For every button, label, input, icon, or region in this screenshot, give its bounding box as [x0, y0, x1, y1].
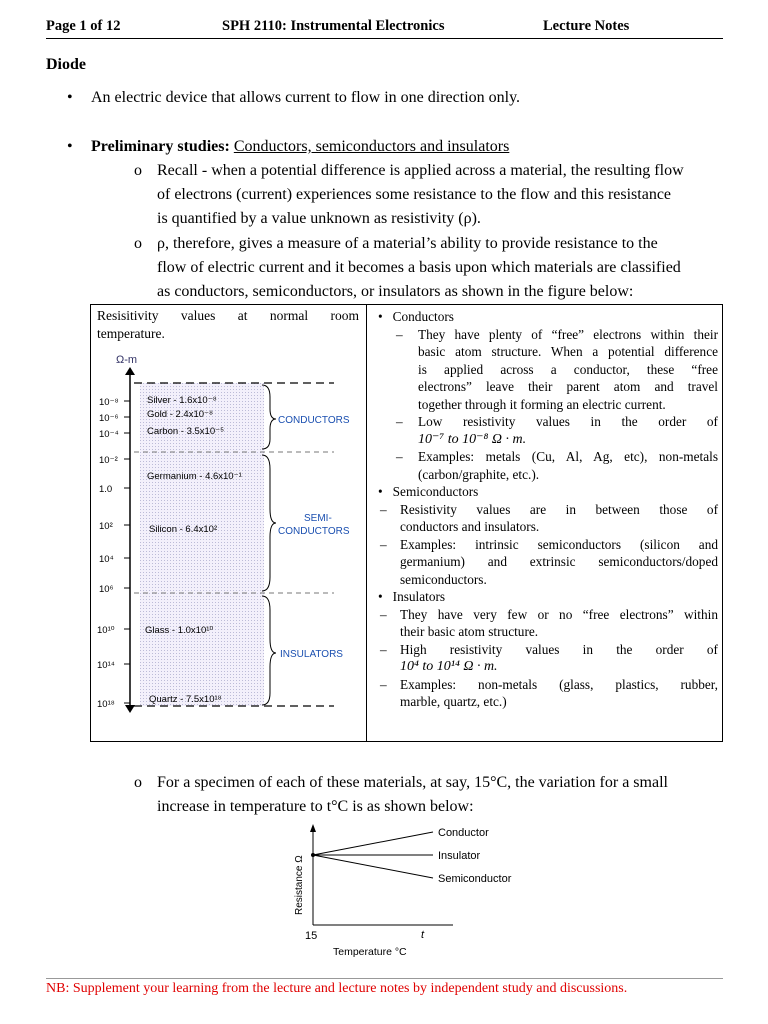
- axis-tick: 10⁻⁴: [99, 429, 119, 440]
- axis-tick: 10¹⁴: [97, 660, 115, 671]
- sub2-line2: flow of electric current and it becomes a basis upon which materials are classified: [157, 259, 681, 276]
- figure-caption-line2: temperature.: [97, 326, 165, 341]
- dash-icon: –: [380, 501, 387, 517]
- series-label-semiconductor: Semiconductor: [438, 873, 512, 885]
- bullet-icon: •: [67, 138, 73, 155]
- axis-arrow-down: [125, 705, 135, 713]
- semiconductors-group-label: CONDUCTORS: [278, 526, 350, 537]
- conductor-point-1-line: electrons” leave their parent atom and travel: [418, 379, 718, 394]
- material-label: Carbon - 3.5x10⁻⁵: [147, 426, 225, 437]
- series-line-conductor: [313, 832, 433, 855]
- footer-note: NB: Supplement your learning from the lecture and lecture notes by independent study and discussions.: [46, 978, 723, 997]
- conductor-point-1-line: They have plenty of “free” electrons within their: [418, 326, 718, 342]
- x-tick-label: 15: [305, 930, 318, 942]
- prelim-label: Preliminary studies:: [91, 138, 230, 155]
- unit-label: Ω-m: [116, 354, 138, 366]
- semiconductors-group-label: SEMI-: [304, 513, 332, 524]
- insulator-resistivity-range: 10⁴ to 10¹⁴ Ω · m.: [400, 659, 498, 674]
- series-line-semiconductor: [313, 855, 433, 878]
- bullet-icon: •: [67, 89, 73, 106]
- bullet-icon: •: [378, 589, 383, 604]
- dash-icon: –: [396, 449, 403, 464]
- resistivity-table: [90, 304, 723, 742]
- sub2-line3: as conductors, semiconductors, or insulators as shown in the figure below:: [157, 283, 634, 300]
- axis-arrow-up: [125, 367, 135, 375]
- semi-point-2-line: Examples: intrinsic semiconductors (silicon and: [400, 536, 718, 552]
- axis-tick: 10¹⁸: [97, 699, 115, 710]
- material-label: Silicon - 6.4x10²: [149, 524, 218, 535]
- y-axis-label: Resistance Ω: [294, 855, 305, 915]
- series-label-insulator: Insulator: [438, 850, 481, 862]
- dash-icon: –: [396, 414, 403, 429]
- bullet-2-text: [91, 138, 509, 156]
- conductor-point-2-line: Low resistivity values in the order of: [418, 414, 718, 429]
- conductor-point-1-line: is applied across a conductor, these “free: [418, 361, 718, 377]
- sub1-line1: Recall - when a potential difference is applied across a material, the resulting flow: [157, 162, 684, 179]
- sub3-line1: For a specimen of each of these materials, at say, 15°C, the variation for a small: [157, 774, 668, 791]
- axis-tick: 1.0: [99, 484, 113, 495]
- bullet-icon: •: [378, 309, 383, 324]
- insulators-heading: Insulators: [392, 589, 446, 604]
- circle-bullet-icon: o: [134, 162, 142, 179]
- insulator-point-3-line: Examples: non-metals (glass, plastics, rubber,: [400, 676, 718, 692]
- dash-icon: –: [380, 676, 387, 692]
- axis-tick: 10²: [99, 521, 113, 532]
- axis-tick: 10⁻²: [99, 455, 118, 466]
- circle-bullet-icon: o: [134, 235, 142, 252]
- semi-point-2-line: semiconductors.: [400, 571, 487, 587]
- axis-tick: 10⁻⁶: [99, 413, 119, 424]
- prelim-topic: Conductors, semiconductors and insulators: [233, 138, 510, 155]
- material-label: Quartz - 7.5x10¹⁸: [149, 694, 222, 705]
- notes-label: Lecture Notes: [543, 18, 630, 34]
- conductor-point-3-line: (carbon/graphite, etc.).: [418, 466, 540, 482]
- sub3-line2: increase in temperature to t°C is as shown below:: [157, 798, 474, 815]
- temperature-resistance-chart: [288, 820, 548, 960]
- insulator-brace: [262, 596, 276, 705]
- axis-tick: 10¹⁰: [97, 625, 115, 636]
- conductor-resistivity-range: 10⁻⁷ to 10⁻⁸ Ω · m.: [418, 431, 527, 447]
- figure-caption-line1: Resisitivity values at normal room: [97, 308, 359, 323]
- material-label: Silver - 1.6x10⁻⁸: [147, 395, 217, 406]
- semi-point-1-line: Resistivity values are in between those of: [400, 501, 718, 517]
- conductor-brace: [262, 385, 276, 449]
- conductor-point-1-line: basic atom structure. When a potential difference: [418, 344, 718, 359]
- x-tick-label: t: [421, 929, 425, 941]
- dash-icon: –: [380, 641, 387, 657]
- resistivity-scale-figure: [94, 343, 364, 743]
- axis-tick: 10⁶: [99, 584, 114, 595]
- sub2-line1: ρ, therefore, gives a measure of a material’s ability to provide resistance to the: [157, 235, 658, 252]
- axis-tick: 10⁴: [99, 554, 114, 565]
- circle-bullet-icon: o: [134, 774, 142, 791]
- page-number: Page 1 of 12: [46, 18, 121, 34]
- semiconductors-heading: Semiconductors: [392, 484, 479, 499]
- conductor-point-3-line: Examples: metals (Cu, Al, Ag, etc), non-metals: [418, 449, 718, 464]
- conductors-group-label: CONDUCTORS: [278, 415, 350, 426]
- insulator-point-1-line: They have very few or no “free electrons” within: [400, 606, 718, 622]
- semiconductor-brace: [262, 455, 276, 591]
- sub1-line2: of electrons (current) experiences some resistance to the flow and this resistance: [157, 186, 672, 203]
- dash-icon: –: [380, 536, 387, 552]
- insulators-group-label: INSULATORS: [280, 649, 343, 660]
- insulator-point-3-line: marble, quartz, etc.): [400, 694, 507, 709]
- right-column: [378, 308, 718, 711]
- semi-point-1-line: conductors and insulators.: [400, 519, 540, 534]
- series-label-conductor: Conductor: [438, 827, 489, 839]
- insulator-point-1-line: their basic atom structure.: [400, 624, 539, 639]
- material-label: Glass - 1.0x10¹⁰: [145, 625, 214, 636]
- bullet-1-text: An electric device that allows current to flow in one direction only.: [91, 89, 521, 106]
- dash-icon: –: [396, 326, 403, 342]
- sub1-line3: is quantified by a value unknown as resistivity (ρ).: [157, 210, 481, 227]
- dash-icon: –: [380, 606, 387, 622]
- conductors-heading: Conductors: [392, 309, 454, 324]
- x-axis-label: Temperature °C: [333, 946, 407, 958]
- semi-point-2-line: germanium) and extrinsic semiconductors/doped: [400, 554, 718, 569]
- material-label: Germanium - 4.6x10⁻¹: [147, 471, 242, 482]
- course-title: SPH 2110: Instrumental Electronics: [222, 18, 445, 34]
- page-header: [46, 18, 723, 39]
- table-divider: [366, 305, 367, 741]
- axis-tick: 10⁻⁸: [99, 397, 119, 408]
- material-label: Gold - 2.4x10⁻⁸: [147, 409, 214, 420]
- section-title: Diode: [46, 56, 86, 73]
- insulator-point-2-line: High resistivity values in the order of: [400, 641, 718, 657]
- bullet-icon: •: [378, 484, 383, 499]
- y-axis-arrow: [310, 824, 316, 832]
- conductor-point-1-line: together through it forming an electric current.: [418, 396, 666, 412]
- origin-point: [311, 853, 315, 857]
